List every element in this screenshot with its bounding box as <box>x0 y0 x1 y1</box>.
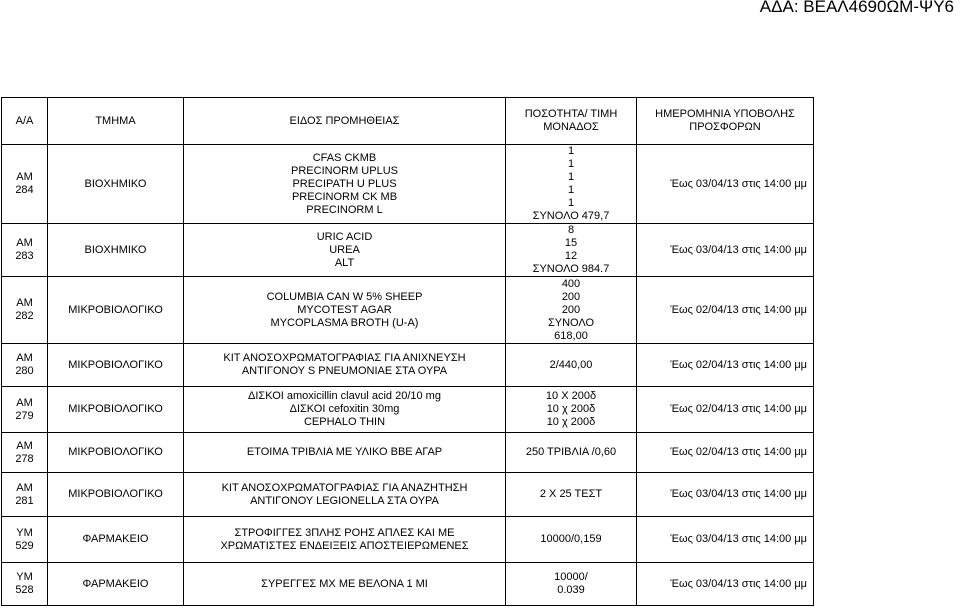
row-item: ΣΤΡΟΦΙΓΓΕΣ 3ΠΛΗΣ ΡΟΗΣ ΑΠΛΕΣ ΚΑΙ ΜΕ ΧΡΩΜΑΤΙΣΤΕΣ ΕΝΔΕΙΞΕΙΣ ΑΠΟΣΤΕΙΕΡΩΜΕΝΕΣ <box>184 517 506 563</box>
table-row <box>2 473 814 517</box>
row-department: ΒΙΟΧΗΜΙΚΟ <box>48 224 184 277</box>
row-quantity: 2 Χ 25 ΤΕΣΤ <box>506 473 637 517</box>
table-row <box>2 563 814 606</box>
table-row <box>2 145 814 224</box>
row-department: ΜΙΚΡΟΒΙΟΛΟΓΙΚΟ <box>48 433 184 473</box>
row-quantity: 2/440,00 <box>506 344 637 387</box>
row-department: ΦΑΡΜΑΚΕΙΟ <box>48 563 184 606</box>
row-department: ΦΑΡΜΑΚΕΙΟ <box>48 517 184 563</box>
row-id: ΑΜ 281 <box>2 473 48 517</box>
row-department: ΜΙΚΡΟΒΙΟΛΟΓΙΚΟ <box>48 387 184 433</box>
table-row <box>2 433 814 473</box>
row-id: ΥΜ 529 <box>2 517 48 563</box>
procurement-table <box>1 97 814 606</box>
row-quantity: 10000/ 0.039 <box>506 563 637 606</box>
row-item: ΚΙΤ ΑΝΟΣΟΧΡΩΜΑΤΟΓΡΑΦΙΑΣ ΓΙΑ ΑΝΙΧΝΕΥΣΗ ΑΝΤΙΓΟΝΟΥ S PNEUMONIAE ΣΤΑ ΟΥΡΑ <box>184 344 506 387</box>
table-row <box>2 517 814 563</box>
row-id: ΑΜ 278 <box>2 433 48 473</box>
row-department: ΜΙΚΡΟΒΙΟΛΟΓΙΚΟ <box>48 277 184 344</box>
row-deadline: Έως 03/04/13 στις 14:00 μμ <box>637 473 814 517</box>
row-item: COLUMBIA CAN W 5% SHEEP MYCOTEST AGAR MYCOPLASMA BROTH (U-A) <box>184 277 506 344</box>
row-department: ΒΙΟΧΗΜΙΚΟ <box>48 145 184 224</box>
row-deadline: Έως 02/04/13 στις 14:00 μμ <box>637 344 814 387</box>
row-quantity: 1 1 1 1 1 ΣΥΝΟΛΟ 479,7 <box>506 145 637 224</box>
table-header-row <box>2 98 814 145</box>
row-id: ΥΜ 528 <box>2 563 48 606</box>
column-header: ΗΜΕΡΟΜΗΝΙΑ ΥΠΟΒΟΛΗΣ ΠΡΟΣΦΟΡΩΝ <box>637 98 814 145</box>
column-header: Α/Α <box>2 98 48 145</box>
row-deadline: Έως 03/04/13 στις 14:00 μμ <box>637 517 814 563</box>
row-item: ΚΙΤ ΑΝΟΣΟΧΡΩΜΑΤΟΓΡΑΦΙΑΣ ΓΙΑ ΑΝΑΖΗΤΗΣΗ ΑΝΤΙΓΟΝΟΥ LEGIONELLA ΣΤΑ ΟΥΡΑ <box>184 473 506 517</box>
row-item: URIC ACID UREA ALT <box>184 224 506 277</box>
row-quantity: 250 ΤΡΙΒΛΙΑ /0,60 <box>506 433 637 473</box>
row-item: ΔΙΣΚΟΙ amoxicillin clavul acid 20/10 mg ΔΙΣΚΟΙ cefoxitin 30mg CEPHALO THIN <box>184 387 506 433</box>
row-id: ΑΜ 279 <box>2 387 48 433</box>
table-row <box>2 277 814 344</box>
row-department: ΜΙΚΡΟΒΙΟΛΟΓΙΚΟ <box>48 473 184 517</box>
row-deadline: Έως 02/04/13 στις 14:00 μμ <box>637 433 814 473</box>
row-department: ΜΙΚΡΟΒΙΟΛΟΓΙΚΟ <box>48 344 184 387</box>
row-item: ΣΥΡΕΓΓΕΣ ΜΧ ΜΕ ΒΕΛΟΝΑ 1 ΜΙ <box>184 563 506 606</box>
row-quantity: 400 200 200 ΣΥΝΟΛΟ 618,00 <box>506 277 637 344</box>
row-id: ΑΜ 280 <box>2 344 48 387</box>
row-deadline: Έως 02/04/13 στις 14:00 μμ <box>637 387 814 433</box>
row-id: ΑΜ 282 <box>2 277 48 344</box>
table-row <box>2 344 814 387</box>
row-deadline: Έως 03/04/13 στις 14:00 μμ <box>637 563 814 606</box>
row-quantity: 8 15 12 ΣΥΝΟΛΟ 984.7 <box>506 224 637 277</box>
document-id-header: ΑΔΑ: ΒΕΑΛ4690ΩΜ-ΨΥ6 <box>759 0 954 16</box>
table-row <box>2 224 814 277</box>
row-deadline: Έως 03/04/13 στις 14:00 μμ <box>637 145 814 224</box>
column-header: ΕΙΔΟΣ ΠΡΟΜΗΘΕΙΑΣ <box>184 98 506 145</box>
row-item: CFAS CKMB PRECINORM UPLUS PRECIPATH U PLUS PRECINORM CK MB PRECINORM L <box>184 145 506 224</box>
row-id: ΑΜ 283 <box>2 224 48 277</box>
row-quantity: 10000/0,159 <box>506 517 637 563</box>
row-id: ΑΜ 284 <box>2 145 48 224</box>
row-item: ΕΤΟΙΜΑ ΤΡΙΒΛΙΑ ΜΕ ΥΛΙΚΟ ΒΒΕ ΑΓΑΡ <box>184 433 506 473</box>
table-row <box>2 387 814 433</box>
row-deadline: Έως 03/04/13 στις 14:00 μμ <box>637 224 814 277</box>
column-header: ΠΟΣΟΤΗΤΑ/ ΤΙΜΗ ΜΟΝΑΔΟΣ <box>506 98 637 145</box>
row-deadline: Έως 02/04/13 στις 14:00 μμ <box>637 277 814 344</box>
row-quantity: 10 X 200δ 10 χ 200δ 10 χ 200δ <box>506 387 637 433</box>
column-header: ΤΜΗΜΑ <box>48 98 184 145</box>
